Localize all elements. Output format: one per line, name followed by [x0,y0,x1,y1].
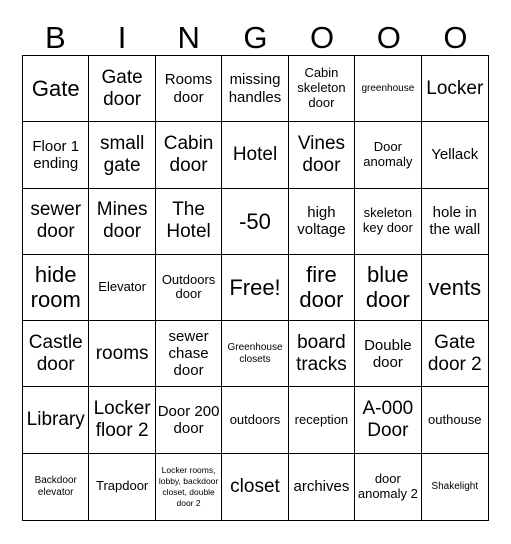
bingo-cell[interactable]: Cabin skeleton door [289,56,355,122]
bingo-cell[interactable]: archives [289,454,355,520]
bingo-cell[interactable]: sewer door [23,189,89,255]
header-letter-o-3: O [443,20,468,55]
bingo-cell[interactable]: Elevator [89,255,155,321]
bingo-cell[interactable]: skeleton key door [355,189,421,255]
bingo-cell[interactable]: Locker [422,56,488,122]
bingo-cell[interactable]: outhouse [422,387,488,453]
bingo-cell[interactable]: Hotel [222,122,288,188]
bingo-cell[interactable]: high voltage [289,189,355,255]
bingo-cell[interactable]: Mines door [89,189,155,255]
bingo-cell[interactable]: Rooms door [156,56,222,122]
header-letter-b: B [45,20,66,55]
bingo-cell[interactable]: greenhouse [355,56,421,122]
bingo-cell[interactable]: sewer chase door [156,321,222,387]
bingo-cell[interactable]: Trapdoor [89,454,155,520]
bingo-cell[interactable]: hide room [23,255,89,321]
header-letter-i: I [117,20,127,55]
bingo-cell[interactable]: reception [289,387,355,453]
bingo-cell[interactable]: Floor 1 ending [23,122,89,188]
bingo-cell[interactable]: Yellack [422,122,488,188]
bingo-cell[interactable]: small gate [89,122,155,188]
bingo-cell[interactable]: Door anomaly [355,122,421,188]
bingo-cell[interactable]: Shakelight [431,481,479,493]
bingo-cell[interactable]: Free! [222,255,288,321]
bingo-cell[interactable]: Vines door [289,122,355,188]
header-letter-o-2: O [376,20,401,55]
bingo-cell[interactable]: Outdoors door [156,255,222,321]
bingo-cell[interactable]: outdoors [222,387,288,453]
bingo-cell[interactable]: Door 200 door [156,387,222,453]
header-letter-o-1: O [310,20,335,55]
bingo-cell[interactable]: hole in the wall [422,189,488,255]
bingo-cell[interactable]: board tracks [289,321,355,387]
bingo-cell[interactable]: -50 [222,189,288,255]
bingo-cell[interactable]: Locker floor 2 [89,387,155,453]
bingo-board [22,55,489,521]
bingo-cell[interactable]: fire door [289,255,355,321]
bingo-cell[interactable]: Castle door [23,321,89,387]
bingo-cell[interactable]: Gate door 2 [422,321,488,387]
bingo-cell[interactable]: A-000 Door [355,387,421,453]
bingo-cell[interactable]: closet [222,454,288,520]
bingo-cell[interactable]: Gate [23,56,89,122]
bingo-cell[interactable]: blue door [355,255,421,321]
bingo-cell[interactable]: door anomaly 2 [355,454,421,520]
header-letter-g: G [243,20,268,55]
bingo-cell[interactable]: vents [422,255,488,321]
bingo-cell[interactable]: Gate door [89,56,155,122]
bingo-cell[interactable]: missing handles [222,56,288,122]
header-letter-n: N [177,20,200,55]
bingo-cell[interactable]: Backdoor elevator [23,454,89,520]
bingo-cell[interactable]: Greenhouse closets [222,321,288,387]
bingo-cell[interactable]: Cabin door [156,122,222,188]
bingo-cell[interactable]: The Hotel [156,189,222,255]
bingo-cell[interactable]: Double door [355,321,421,387]
bingo-cell[interactable]: Library [23,387,89,453]
bingo-cell[interactable]: rooms [89,321,155,387]
bingo-cell[interactable]: Locker rooms, lobby, backdoor closet, double door 2 [156,454,222,520]
bingo-header [22,18,489,58]
